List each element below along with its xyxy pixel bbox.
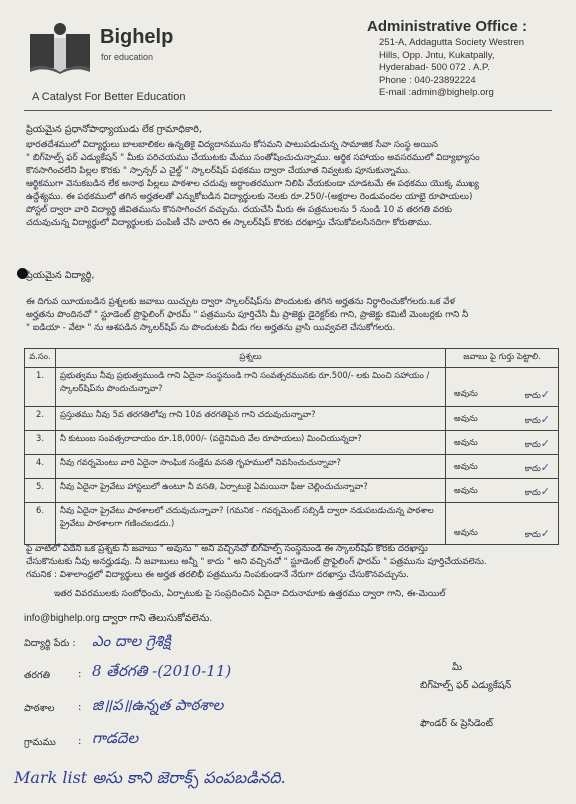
salutation: ప్రియమైన ప్రధానోపాధ్యాయుడు లేక గ్రామాధికారి, xyxy=(26,124,202,135)
question-text: నీవు ఏదైనా ప్రైవేటు హాస్టలులో ఉంటూ నీ వసతి, ఏర్పాటుకై ఏమయినా ఫీజు చెల్లించుచున్నావా? xyxy=(56,479,446,503)
row-number: 3. xyxy=(25,431,56,455)
table-header-row xyxy=(25,349,559,368)
no-option[interactable]: కాదు✓ xyxy=(524,437,550,450)
tagline: A Catalyst For Better Education xyxy=(32,91,186,103)
no-option[interactable]: కాదు✓ xyxy=(524,527,550,540)
checkmark-icon: ✓ xyxy=(540,527,550,540)
office-line: Hyderabad- 500 072 . A.P. xyxy=(379,62,490,74)
yes-option[interactable]: అవును xyxy=(454,413,478,423)
answer-cell xyxy=(446,431,559,455)
intro-paragraph xyxy=(26,139,558,230)
checkmark-icon: ✓ xyxy=(540,437,550,450)
contact-email-line: info@bighelp.org ద్వారా గాని తెలుసుకోవలెను. xyxy=(24,613,213,624)
class-colon: : xyxy=(78,669,82,680)
checkmark-icon: ✓ xyxy=(540,388,550,401)
table-row xyxy=(25,431,559,455)
table-row xyxy=(25,455,559,479)
student-name-label: విద్యార్థి పేరు : xyxy=(24,638,76,649)
question-text: ప్రభుత్వము నీవు ప్రభుత్వముండి గాని ఏదైనా సంస్థనుండి గాని సంవత్సరమునకు రూ.500/- లకు మించి సహాయం / స్కాలర్‌షిప్‌ను పొందుచున్నావా? xyxy=(56,368,446,407)
question-text: నీ కుటుంబ సంవత్సరాదాయం రూ.18,000/- (పద్దెనిమిది వేల రూపాయలు) మించియున్నదా? xyxy=(56,431,446,455)
yes-option[interactable]: అవును xyxy=(454,485,478,495)
village-colon: : xyxy=(78,736,82,747)
signature-closing: మీ xyxy=(452,662,463,673)
text-line: " ఐడియా - వేటా " ను ఆశపడిన స్కాలర్‌షిప్ ను పొందుటకు వీడు గల అర్హతను వ్రాసి యివ్వవలె చేసుకోగలరు. xyxy=(26,323,396,333)
answer-cell xyxy=(446,479,559,503)
header-divider xyxy=(24,110,552,111)
table-row xyxy=(25,368,559,407)
text-line: ఈ దిగువ యీయబడిన ప్రశ్నలకు జవాబు యిచ్చుట ద్వారా స్కాలర్‌షిప్‌ను పొందుటకు తగిన అర్హతను నిర్ధారించుకోగలరు.ఒక వేళ xyxy=(26,297,456,307)
office-line: 251-A, Addagutta Society Westren xyxy=(379,37,525,48)
checkmark-icon: ✓ xyxy=(540,461,550,474)
notes-paragraph xyxy=(26,543,558,601)
text-line: చేసుకొనుటకు నీవు అనర్హుడవు. నీ జవాబులు అన్నీ " కాదు " అని వచ్చినచో " స్టూడెంట్ ప్రొఫైలింగ్ ఫారమ్ " పత్రమును పూర్తిచేయవలెను. xyxy=(26,557,487,567)
text-line: కొనసాగించలేని పిల్లల కొరకు " స్పాన్సర్ ఎ చైల్డ్ " స్కాలర్‌షిప్ పథకము ద్వారా చేయూత నివ్వటకు పూనుకున్నాము. xyxy=(26,166,411,176)
text-line: ఆర్థికముగా వెనుకబడిన లేక అనాథ పిల్లలు పాఠశాల చదువు అర్ధాంతరముగా నిలిపి వేయకుండా చూడటమే ఈ పథకము యొక్క ముఖ్య xyxy=(26,179,479,189)
office-line: E-mail :admin@bighelp.org xyxy=(379,87,494,99)
answer-cell xyxy=(446,503,559,545)
text-line: భారతదేశములో విద్యార్థులు బాలబాలికల ఉన్నతికై విద్యదానమును కోసమని పాటుపడుచున్న సామాజిక సేవా సంస్థ అయిన xyxy=(26,140,438,150)
signature-title: ఫౌండర్ & ప్రెసిడెంట్ xyxy=(420,718,493,729)
col-header-number: వ.సం. xyxy=(25,349,56,368)
brand-name: Bighelp xyxy=(100,26,174,48)
answer-cell xyxy=(446,407,559,431)
handwritten-footer-note: Mark list అసు కాని జెరాక్స్ పంపబడినది. xyxy=(14,768,286,787)
text-line: అర్హతను పొందినచో " స్టూడెంట్ ప్రొఫైలింగ్ ఫారమ్ " పత్రమును పూర్తిచేసి మీ ప్రాజెక్టు డైరెక్టర్‌కు గాని, ప్రాజెక్టు కమిటీ మెంబర్లకు గాని నీ xyxy=(26,310,469,320)
yes-option[interactable]: అవును xyxy=(454,388,478,398)
student-name-value[interactable]: ఎం దాల గ్రెశిక్షి xyxy=(92,632,171,650)
text-line: చదువుచున్న విద్యార్థులో విద్యార్థులకు పంపిణీ చేసి వారిని ఈ స్కాలర్‌షిప్ కొరకు దరఖాస్తు చేసుకోవలసినదిగా కోరుతాము. xyxy=(26,218,432,228)
checkmark-icon: ✓ xyxy=(540,485,550,498)
village-label: గ్రామము xyxy=(24,737,56,748)
office-title: Administrative Office : xyxy=(367,18,528,35)
student-salutation: ప్రియమైన విద్యార్థి, xyxy=(26,270,95,281)
school-label: పాఠశాల xyxy=(24,703,55,714)
answer-cell xyxy=(446,455,559,479)
text-line: పోస్టల్ ద్వారా వారి విద్యార్థి జీవితమును కొనసాగించగ వచ్చును. దయచేసి మీరు ఈ పత్రములను 5 నుండి 10 వ తరగతి వరకు xyxy=(26,205,453,215)
row-number: 2. xyxy=(25,407,56,431)
row-number: 4. xyxy=(25,455,56,479)
text-line: " బిగ్‌హెల్ప్ ఫర్ ఎడ్యుకేషన్ " మీకు పరిచయము చేయుటకు మేము సంతోషించుచున్నాము. ఆర్థిక సహాయం అవసరములో విద్యాభ్యాసం xyxy=(26,153,480,163)
question-text: ప్రస్తుతము నీవు 5వ తరగతిలోపు గాని 10వ తరగతిపైన గాని చదువుచున్నావా? xyxy=(56,407,446,431)
text-line: పై వాటిలో ఏదేని ఒక ప్రశ్నకు నీ జవాబు " అవును " అని వచ్చినచో బిగ్‌హెల్ప్ సంస్థనుండి ఈ స్కాలర్‌షిప్ కొరకు దరఖాస్తు xyxy=(26,544,428,554)
village-value[interactable]: గాడదెల xyxy=(92,729,139,747)
no-option[interactable]: కాదు✓ xyxy=(524,485,550,498)
school-value[interactable]: జి॥ప॥ఉన్నత పాఠశాల xyxy=(92,696,224,714)
school-colon: : xyxy=(78,702,82,713)
table-row xyxy=(25,407,559,431)
class-value[interactable]: 8 తేరగతి -(2010-11) xyxy=(92,662,232,680)
instruction-paragraph xyxy=(26,296,558,335)
row-number: 1. xyxy=(25,368,56,407)
col-header-answer: జవాబు పై గుర్తు పెట్టాలి. xyxy=(446,349,559,368)
book-person-logo-icon xyxy=(30,22,90,74)
table-row xyxy=(25,503,559,545)
no-option[interactable]: కాదు✓ xyxy=(524,413,550,426)
col-header-question: ప్రశ్నలు xyxy=(56,349,446,368)
office-line: Phone : 040-23892224 xyxy=(379,74,476,86)
row-number: 6. xyxy=(25,503,56,545)
yes-option[interactable]: అవును xyxy=(454,527,478,537)
yes-option[interactable]: అవును xyxy=(454,437,478,447)
text-line: గమనిక : విశాలాంధ్రలో విద్యార్థులు ఈ అర్హత తరలిభీ పత్రమును నింపకుండానే నేరుగా దరఖాస్తు చేసుకొనవచ్చును. xyxy=(26,570,409,580)
checkmark-icon: ✓ xyxy=(540,413,550,426)
text-line: ఇతర వివరములకు సంబోధించు, ఏర్పాటుకు పై సంప్రదించిన ఏదైనా చిరునామాకు ఉత్తరము ద్వారా గాని, ఈ-మెయిల్ xyxy=(54,589,446,599)
no-option[interactable]: కాదు✓ xyxy=(524,388,550,401)
eligibility-table xyxy=(24,348,559,545)
question-text: నీవు గవర్నమెంటు వారి ఏదైనా సాంఘిక సంక్షేమ వసతి గృహములో నివసించుచున్నావా? xyxy=(56,455,446,479)
yes-option[interactable]: అవును xyxy=(454,461,478,471)
row-number: 5. xyxy=(25,479,56,503)
class-label: తరగతి xyxy=(24,670,50,681)
question-text: నీవు ఏదైనా ప్రైవేటు పాఠశాలలో చదువుచున్నావా? (గమనిక - గవర్నమెంట్ సబ్సిడీ ద్వారా నడుపబడుచున్న పాఠశాల ప్రైవేటు పాఠశాలగా గణించబడదు.) xyxy=(56,503,446,545)
table-row xyxy=(25,479,559,503)
text-line: ఉద్దేశ్యము. ఈ పథకములో తగిన అర్హతలతో ఎన్నుకోబడిన విద్యార్థులకు నెలకు రూ.250/-(అక్షరాల రెండువందల యాభై రూపాయలు) xyxy=(26,192,473,202)
office-address xyxy=(349,18,554,100)
signature-organization: బిగ్‌హెల్ప్ ఫర్ ఎడ్యుకేషన్ xyxy=(420,680,512,691)
answer-cell xyxy=(446,368,559,407)
office-line: Hills, Opp. Jntu, Kukatpally, xyxy=(379,49,495,61)
brand-subtitle: for education xyxy=(101,52,154,62)
no-option[interactable]: కాదు✓ xyxy=(524,461,550,474)
